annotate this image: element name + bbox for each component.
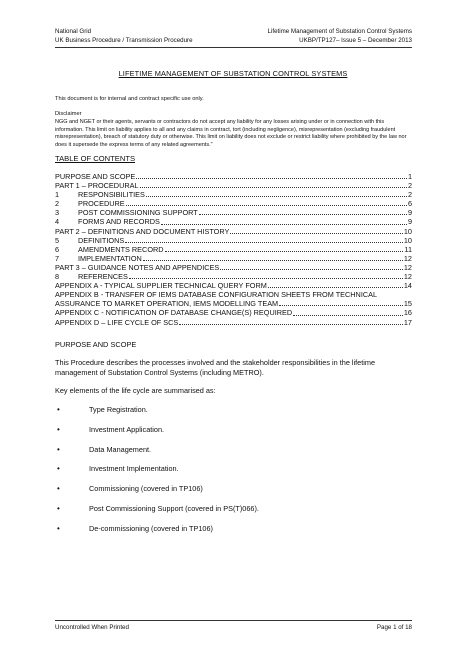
toc-entry-page: 10 bbox=[403, 235, 412, 245]
toc-entry-appendix-b[interactable] bbox=[55, 290, 412, 308]
toc-leader-dots bbox=[268, 286, 403, 288]
toc-entry-label: PART 1 – PROCEDURAL bbox=[55, 181, 139, 191]
toc-leader-dots bbox=[161, 223, 407, 225]
bullet-icon: • bbox=[57, 464, 60, 474]
toc-leader-dots bbox=[293, 314, 403, 316]
toc-leader-dots bbox=[220, 268, 403, 270]
bullet-icon: • bbox=[57, 503, 60, 513]
toc-entry-label: APPENDIX A - TYPICAL SUPPLIER TECHNICAL QUERY FORM bbox=[55, 281, 267, 291]
header-doc-ref: UKBP/TP127– Issue 5 – December 2013 bbox=[299, 37, 412, 44]
toc-entry-label: IMPLEMENTATION bbox=[78, 253, 142, 263]
toc-entry[interactable] bbox=[55, 172, 412, 181]
toc-leader-dots bbox=[199, 213, 407, 215]
toc-entry-page: 12 bbox=[403, 272, 412, 282]
toc-entry-label: REFERENCES bbox=[78, 272, 128, 282]
toc-entry-label: DEFINITIONS bbox=[78, 235, 125, 245]
usage-notice: This document is for internal and contract specific use only. bbox=[55, 96, 204, 102]
header-company: National Grid bbox=[55, 28, 92, 35]
toc-entry-number: 7 bbox=[55, 253, 60, 263]
header-procedure-type: UK Business Procedure / Transmission Procedure bbox=[55, 37, 193, 44]
toc-entry-number: 4 bbox=[55, 217, 60, 227]
toc-entry-number: 3 bbox=[55, 208, 60, 218]
toc-entry-label: POST COMMISSIONING SUPPORT bbox=[78, 208, 198, 218]
toc-leader-dots bbox=[129, 277, 403, 279]
toc-entry-page: 2 bbox=[407, 190, 412, 200]
header-doc-title: Lifetime Management of Substation Control Systems bbox=[267, 28, 412, 35]
bullet-icon: • bbox=[57, 424, 60, 434]
bullet-text: Post Commissioning Support (covered in PS(T)066). bbox=[89, 503, 259, 513]
toc-entry[interactable] bbox=[55, 208, 412, 217]
bullet-text: De-commissioning (covered in TP106) bbox=[89, 523, 213, 533]
toc-entry[interactable] bbox=[55, 318, 412, 327]
bullet-icon: • bbox=[57, 523, 60, 533]
toc-leader-dots bbox=[136, 177, 407, 179]
toc-entry-number: 6 bbox=[55, 244, 60, 254]
toc-entry[interactable] bbox=[55, 263, 412, 272]
toc-entry[interactable] bbox=[55, 199, 412, 208]
toc-entry-label: RESPONSIBILITIES bbox=[78, 190, 145, 200]
header-right bbox=[268, 27, 412, 45]
toc-entry-label: PURPOSE AND SCOPE bbox=[55, 172, 136, 181]
toc-entry[interactable] bbox=[55, 281, 412, 290]
toc-entry-number: 1 bbox=[55, 190, 60, 200]
toc-entry[interactable] bbox=[55, 308, 412, 317]
header-left bbox=[55, 27, 193, 45]
bullet-text: Commissioning (covered in TP106) bbox=[89, 484, 203, 494]
toc-entry-page: 14 bbox=[403, 281, 412, 291]
toc-entry-page: 12 bbox=[403, 253, 412, 263]
toc-entry[interactable] bbox=[55, 217, 412, 226]
toc-leader-dots bbox=[126, 204, 407, 206]
toc-entry-page: 11 bbox=[404, 244, 412, 254]
toc-entry-page: 1 bbox=[407, 172, 412, 181]
toc-entry-label: PROCEDURE bbox=[78, 199, 125, 209]
toc-entry-page: 17 bbox=[403, 317, 412, 327]
table-of-contents bbox=[55, 172, 412, 327]
section-heading: PURPOSE AND SCOPE bbox=[55, 340, 137, 349]
bullet-text: Investment Application. bbox=[89, 424, 165, 434]
toc-entry[interactable] bbox=[55, 272, 412, 281]
toc-entry-page: 16 bbox=[403, 308, 412, 318]
toc-entry-label: APPENDIX C - NOTIFICATION OF DATABASE CHANGE(S) REQUIRED bbox=[55, 308, 293, 318]
toc-entry[interactable] bbox=[55, 245, 412, 254]
toc-leader-dots bbox=[165, 250, 404, 252]
toc-entry-page: 2 bbox=[407, 181, 412, 191]
bullet-text: Investment Implementation. bbox=[89, 464, 179, 474]
bullet-icon: • bbox=[57, 444, 60, 454]
toc-entry[interactable] bbox=[55, 227, 412, 236]
toc-leader-dots bbox=[146, 195, 407, 197]
toc-entry-page: 9 bbox=[407, 208, 412, 218]
toc-entry-number: 5 bbox=[55, 235, 60, 245]
toc-entry-page: 10 bbox=[403, 226, 412, 236]
toc-leader-dots bbox=[140, 186, 407, 188]
toc-entry-page: 15 bbox=[403, 299, 412, 309]
toc-entry-label: APPENDIX B - TRANSFER OF IEMS DATABASE CONFIGURATION SHEETS FROM TECHNICAL bbox=[55, 290, 378, 300]
toc-leader-dots bbox=[179, 323, 403, 325]
toc-entry[interactable] bbox=[55, 181, 412, 190]
toc-entry-page: 6 bbox=[407, 199, 412, 209]
toc-leader-dots bbox=[279, 304, 403, 306]
footer-page-number: Page 1 of 18 bbox=[376, 624, 412, 631]
toc-entry-label: APPENDIX D – LIFE CYCLE OF SCS bbox=[55, 317, 179, 327]
toc-entry-label: PART 2 – DEFINITIONS AND DOCUMENT HISTORY bbox=[55, 226, 230, 236]
toc-leader-dots bbox=[143, 259, 403, 261]
key-elements-intro: Key elements of the life cycle are summarised as: bbox=[55, 386, 216, 395]
toc-entry[interactable] bbox=[55, 236, 412, 245]
toc-entry-number: 2 bbox=[55, 199, 60, 209]
toc-entry[interactable] bbox=[55, 254, 412, 263]
bullet-icon: • bbox=[57, 405, 60, 414]
disclaimer-heading: Disclaimer bbox=[55, 111, 82, 117]
toc-entry-label: ASSURANCE TO MARKET OPERATION, IEMS MODELLING TEAM bbox=[55, 299, 279, 309]
footer-divider bbox=[55, 620, 412, 621]
bullet-text: Type Registration. bbox=[89, 405, 148, 414]
section-paragraph: This Procedure describes the processes involved and the stakeholder responsibilities in the lifetime management of Substation Control Systems (including METRO). bbox=[55, 358, 376, 377]
toc-entry-label: FORMS AND RECORDS bbox=[78, 217, 160, 227]
document-title: LIFETIME MANAGEMENT OF SUBSTATION CONTROL SYSTEMS bbox=[118, 69, 348, 78]
header-divider bbox=[55, 47, 412, 48]
toc-entry-label: PART 3 – GUIDANCE NOTES AND APPENDICES bbox=[55, 262, 220, 272]
toc-leader-dots bbox=[230, 232, 403, 234]
footer-uncontrolled: Uncontrolled When Printed bbox=[55, 624, 129, 631]
toc-entry-label: AMENDMENTS RECORD bbox=[78, 244, 164, 254]
toc-entry-page: 9 bbox=[407, 217, 412, 227]
bullet-text: Data Management. bbox=[89, 444, 152, 454]
toc-heading: TABLE OF CONTENTS bbox=[55, 154, 136, 163]
bullet-icon: • bbox=[57, 484, 60, 494]
disclaimer-body: NGG and NGET or their agents, servants or contractors do not accept any liability for any losses arising under or in connection with this information. This limit on liability applies to all and any claims in contract, tort (including negligence), misrepresentation (excluding fraudulent misrepresentation), breach of statutory duty or otherwise. This limit on liability does not exclude or restrict liability where prohibited by the law nor does it supersede the express terms of any related agreements." bbox=[55, 119, 407, 148]
toc-entry[interactable] bbox=[55, 190, 412, 199]
toc-leader-dots bbox=[125, 241, 403, 243]
toc-entry-page: 12 bbox=[403, 262, 412, 272]
toc-entry-number: 8 bbox=[55, 272, 60, 282]
